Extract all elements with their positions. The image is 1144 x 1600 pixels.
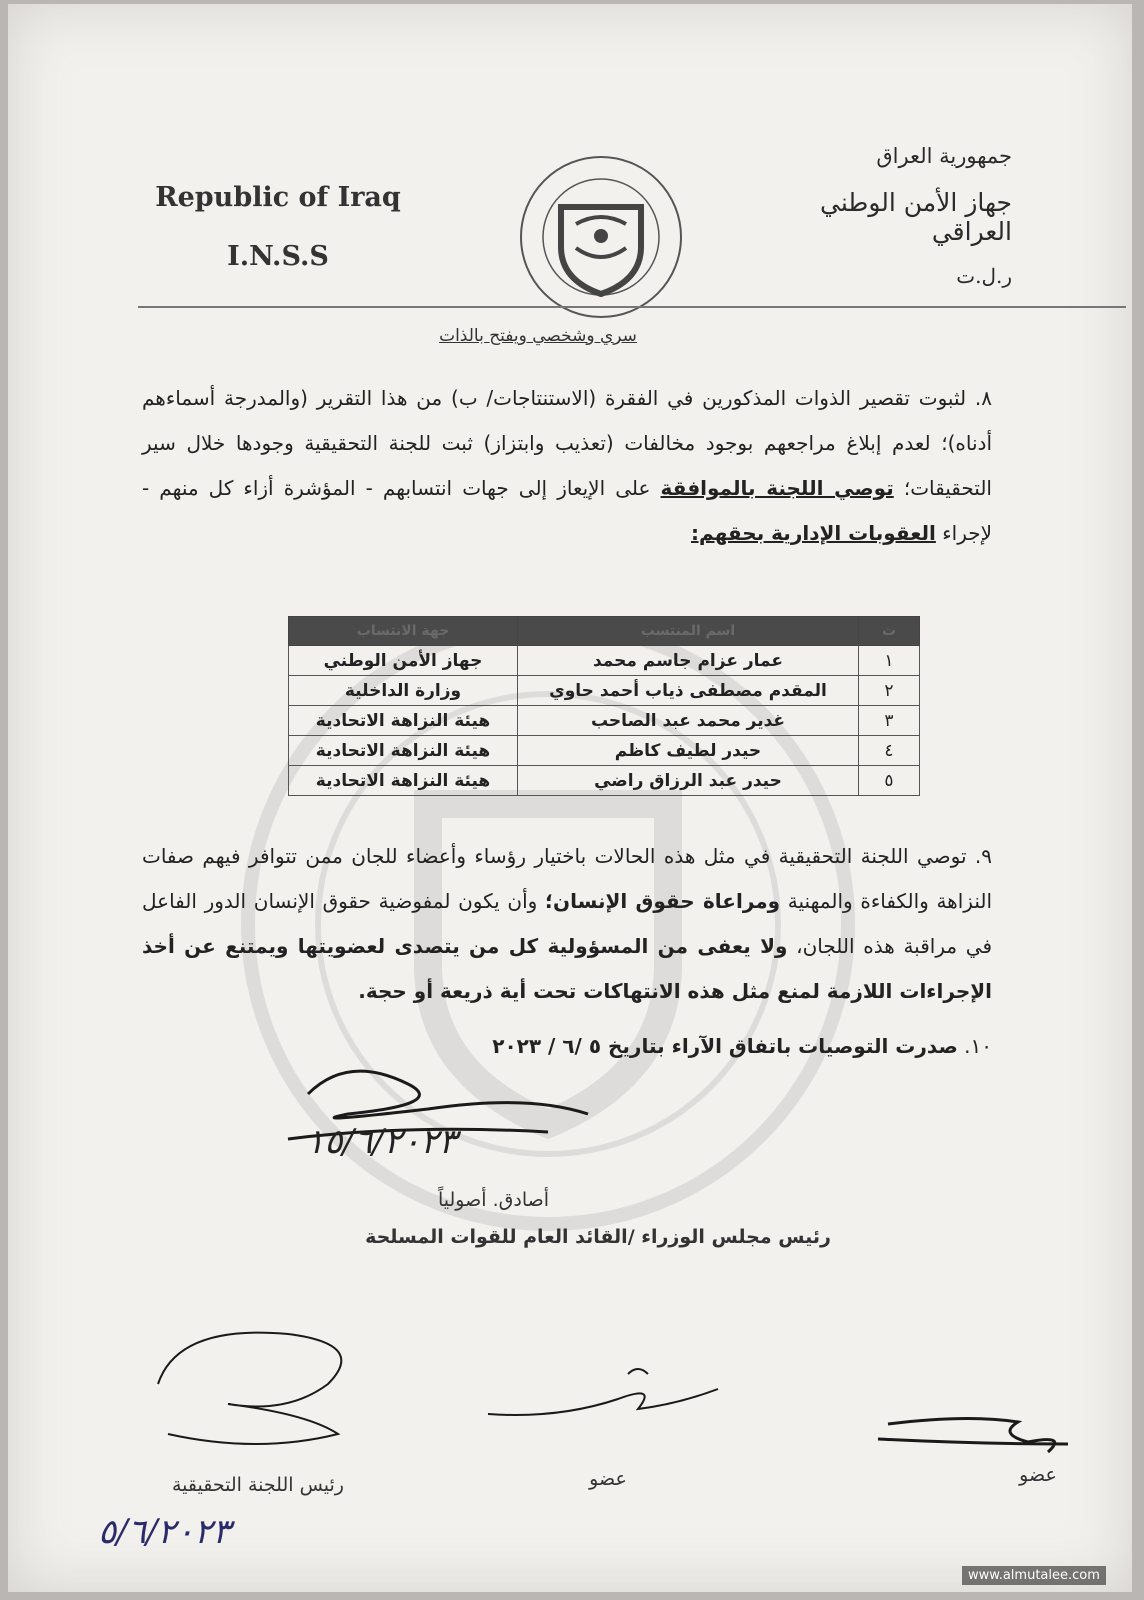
member-agency: جهاز الأمن الوطني (289, 646, 518, 676)
member-agency: هيئة النزاهة الاتحادية (289, 706, 518, 736)
chair-label: رئيس اللجنة التحقيقية (172, 1474, 344, 1496)
row-number: ١ (859, 646, 920, 676)
column-header: جهة الانتساب (289, 617, 518, 646)
chair-signature-icon (138, 1324, 378, 1464)
classification-label: سري وشخصي ويفتح بالذات (439, 326, 637, 346)
paragraph-text: صدرت التوصيات باتفاق الآراء بتاريخ ٥ /٦ / ٢٠٢٣ (492, 1034, 958, 1058)
pm-title: رئيس مجلس الوزراء /القائد العام للقوات المسلحة (365, 1226, 831, 1248)
approval-handwritten-word: أصولياً (438, 1189, 487, 1211)
member-label: عضو (1019, 1464, 1057, 1486)
names-table (288, 616, 920, 796)
country-name-en: Republic of Iraq (155, 182, 401, 213)
table-row (289, 646, 920, 676)
table-header-row (289, 617, 920, 646)
row-number: ٢ (859, 676, 920, 706)
member2-signature-icon (878, 1404, 1078, 1464)
table-row (289, 676, 920, 706)
member-name: المقدم مصطفى ذياب أحمد حاوي (518, 676, 859, 706)
header-arabic (752, 144, 1012, 288)
approval-word: أصادق. (492, 1189, 550, 1211)
member-name: عمار عزام جاسم محمد (518, 646, 859, 676)
member-name: غدير محمد عبد الصاحب (518, 706, 859, 736)
column-header: ت (859, 617, 920, 646)
paragraph-8 (142, 376, 992, 556)
header-divider (138, 306, 1126, 308)
paragraph-number: ١٠. (964, 1034, 992, 1058)
paragraph-text: لثبوت تقصير الذوات المذكورين في الفقرة (الاستنتاجات/ ب) من هذا التقرير (والمدرجة أسماءهم أدناه)؛ لعدم إبلاغ مراجعهم بوجود مخالفات (تعذيب وابتزاز) ثبت للجنة التحقيقية وجودها خلال سير التحقيقات؛ (142, 386, 992, 500)
inss-logo-icon (516, 152, 686, 322)
country-name-ar: جمهورية العراق (876, 144, 1012, 168)
document-page (8, 4, 1132, 1592)
column-header: اسم المنتسب (518, 617, 859, 646)
paragraph-number: ٨. (974, 386, 992, 410)
paragraph-text-underlined: العقوبات الإدارية بحقهم: (691, 521, 936, 545)
handwritten-approval-date: ١٥/٦/٢٠٢٣ (306, 1122, 457, 1162)
paragraph-text-bold: ومراعاة حقوق الإنسان؛ (545, 889, 781, 913)
approval-text (438, 1189, 549, 1211)
paragraph-number: ٩. (974, 844, 993, 868)
member-agency: وزارة الداخلية (289, 676, 518, 706)
table-row (289, 736, 920, 766)
member-name: حيدر عبد الرزاق راضي (518, 766, 859, 796)
table-row (289, 706, 920, 736)
reference-code: ر.ل.ت (956, 264, 1012, 288)
header-english (148, 182, 408, 272)
member-agency: هيئة النزاهة الاتحادية (289, 766, 518, 796)
paragraph-text: توصي اللجنة التحقيقية في مثل هذه الحالات باختيار رؤساء وأعضاء للجان ممن تتوافر فيهم صفات النزاهة والكفاءة والمهنية (142, 844, 993, 913)
member-name: حيدر لطيف كاظم (518, 736, 859, 766)
paragraph-text-underlined: توصي اللجنة بالموافقة (660, 476, 894, 500)
table-row (289, 766, 920, 796)
row-number: ٤ (859, 736, 920, 766)
paragraph-text: على الإيعاز إلى جهات انتسابهم - المؤشرة أزاء كل منهم - لإجراء (142, 476, 992, 545)
paragraph-text: وأن يكون لمفوضية حقوق الإنسان الدور الفاعل في مراقبة هذه اللجان، (142, 889, 993, 958)
member-label: عضو (589, 1468, 627, 1490)
member1-signature-icon (478, 1364, 738, 1434)
row-number: ٣ (859, 706, 920, 736)
agency-abbrev: I.N.S.S (227, 241, 329, 272)
paragraph-9 (142, 834, 992, 1014)
row-number: ٥ (859, 766, 920, 796)
agency-name-ar: جهاز الأمن الوطني العراقي (820, 188, 1012, 246)
handwritten-date: ٥/٦/٢٠٢٣ (98, 1512, 231, 1552)
paragraph-text-bold: ولا يعفى من المسؤولية كل من يتصدى لعضويتها ويمتنع عن أخذ الإجراءات اللازمة لمنع مثل هذه الانتهاكات تحت أية ذريعة أو حجة. (142, 934, 992, 1003)
member-agency: هيئة النزاهة الاتحادية (289, 736, 518, 766)
website-watermark: www.almutalee.com (962, 1566, 1106, 1585)
